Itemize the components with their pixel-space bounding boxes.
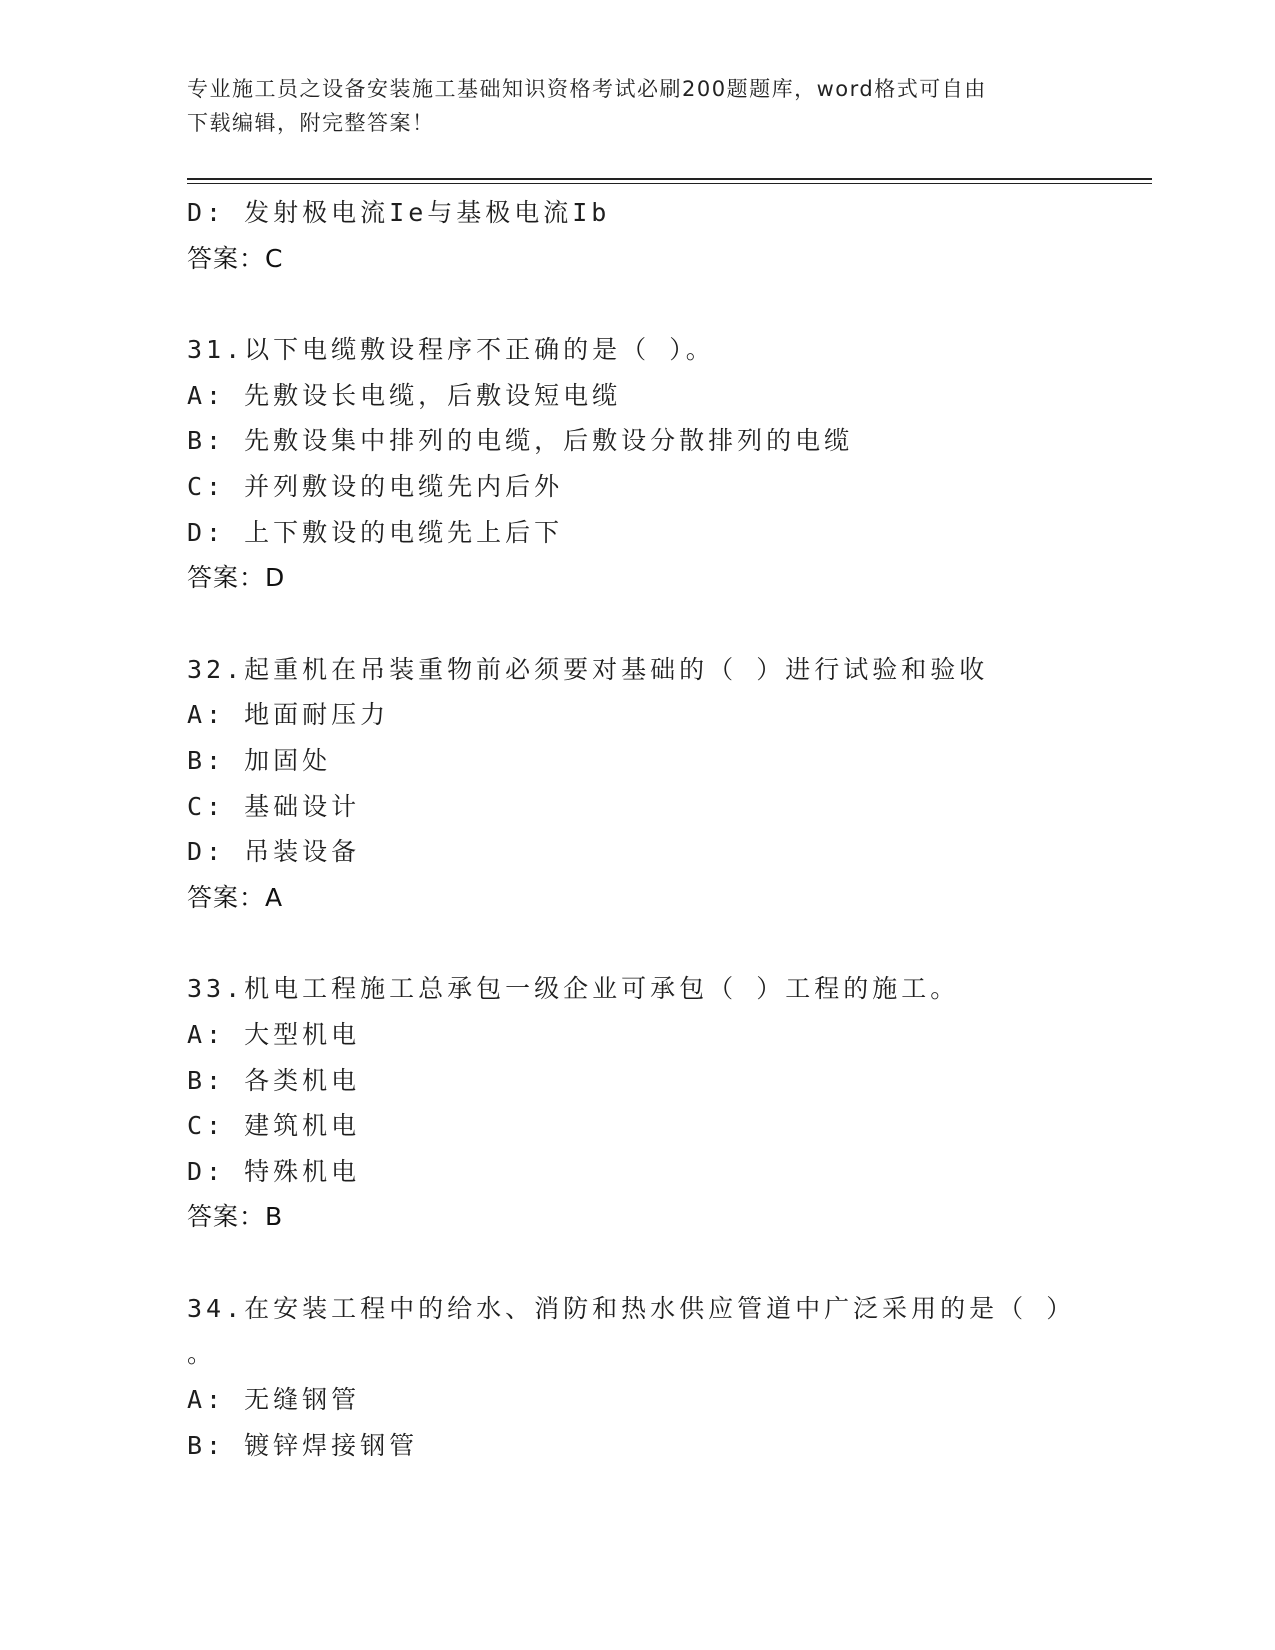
question-33-option-b: B: 各类机电 — [187, 1065, 361, 1095]
question-31-option-a: A: 先敷设长电缆，后敷设短电缆 — [187, 380, 622, 410]
prev-option-d: D: 发射极电流Ie与基极电流Ib — [187, 198, 611, 227]
question-34-option-b: B: 镀锌焊接钢管 — [187, 1430, 419, 1460]
question-33-option-c: C: 建筑机电 — [187, 1111, 361, 1141]
question-32-answer: 答案：A — [187, 882, 284, 912]
question-list — [187, 190, 1147, 1468]
question-31-answer: 答案：D — [187, 563, 286, 593]
question-33-stem: 33.机电工程施工总承包一级企业可承包（ ）工程的施工。 — [187, 974, 960, 1004]
header-line-1: 专业施工员之设备安装施工基础知识资格考试必刷200题题库，word格式可自由 — [187, 77, 987, 101]
question-31-option-c: C: 并列敷设的电缆先内后外 — [187, 471, 564, 501]
document-header — [187, 72, 1067, 140]
question-31-stem: 31.以下电缆敷设程序不正确的是（ ）。 — [187, 335, 715, 365]
prev-answer: 答案：C — [187, 243, 284, 273]
header-line-2: 下载编辑，附完整答案！ — [187, 111, 435, 135]
header-divider-thick — [187, 178, 1152, 180]
question-31-option-b: B: 先敷设集中排列的电缆，后敷设分散排列的电缆 — [187, 426, 854, 456]
question-32-stem: 32.起重机在吊装重物前必须要对基础的（ ）进行试验和验收 — [187, 654, 989, 684]
spacer — [187, 920, 1147, 966]
question-32-option-b: B: 加固处 — [187, 745, 332, 775]
question-32-option-d: D: 吊装设备 — [187, 837, 361, 867]
question-31-option-d: D: 上下敷设的电缆先上后下 — [187, 517, 564, 547]
question-32-option-c: C: 基础设计 — [187, 791, 361, 821]
question-34-option-a: A: 无缝钢管 — [187, 1385, 361, 1415]
spacer — [187, 281, 1147, 327]
question-33-option-a: A: 大型机电 — [187, 1019, 361, 1049]
question-33-option-d: D: 特殊机电 — [187, 1156, 361, 1186]
question-32-option-a: A: 地面耐压力 — [187, 700, 390, 730]
spacer — [187, 1240, 1147, 1286]
spacer — [187, 601, 1147, 647]
question-34-stem: 34.在安装工程中的给水、消防和热水供应管道中广泛采用的是（ ） — [187, 1293, 1076, 1323]
header-divider-thin — [187, 183, 1152, 184]
question-34-stem-continuation: 。 — [187, 1339, 217, 1369]
question-33-answer: 答案：B — [187, 1202, 284, 1232]
